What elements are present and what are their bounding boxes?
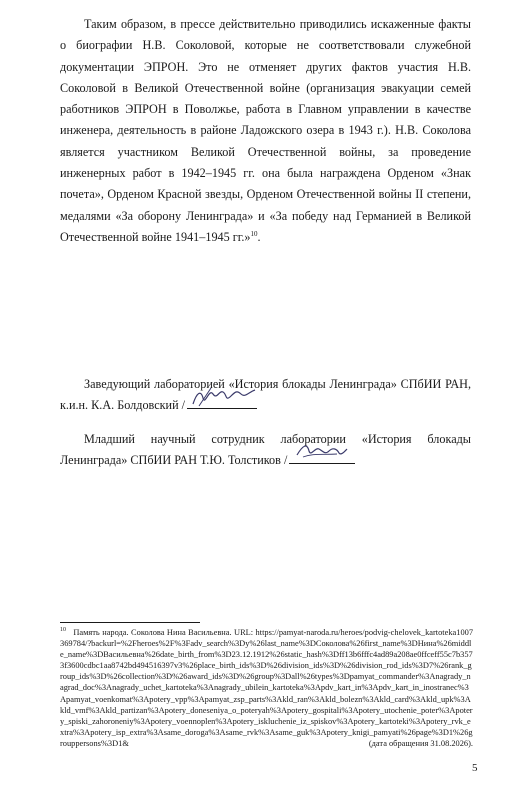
footnote [60, 627, 473, 749]
footnote-text: Память народа. Соколова Нина Васильевна. URL: https://pamyat-naroda.ru/heroes/podvig-chelovek_kartoteka1007369784/?backurl=%2Fheroes%2F%3Fadv_search%3Dy%26last_name%3DСоколова%26first_name%3DНина%26middle_name%3DВасильевна%26date_birth_from%3D23.12.1912%26static_hash%3Dff13b6fffc4ad89a208ae0ffceff55c7b3573f3600cdbc1aa8742bd494516397v3%26place_birth_ids%3D%26division_ids%3D%26division_rod_ids%3D7%26rank_group_ids%3D%26collection%3D%26award_ids%3D%26group%3Dall%26types%3Dpamyat_commander%3Anagrady_nagrad_doc%3Anagrady_uchet_kartoteka%3Anagrady_ubilein_kartoteka%3Apdv_kart_in%3Apdv_kart_in_inostranec%3Apamyat_voenkomat%3Apotery_vpp%3Apamyat_zsp_parts%3Akld_ran%3Akld_bolezn%3Akld_card%3Akld_upk%3Akld_vmf%3Akld_partizan%3Apotery_doneseniya_o_poteryah%3Apotery_gospitali%3Apotery_utochenie_poter%3Apotery_spiski_zahoroneniy%3Apotery_voennoplen%3Apotery_iskluchenie_iz_spiskov%3Apotery_kartoteki%3Apotery_rvk_extra%3Apotery_isp_extra%3Asame_doroga%3Asame_rvk%3Asame_guk%3Apotery_knigi_pamyati%26page%3D1%26grouppersons%3D1& [60, 628, 474, 748]
signature-junior-researcher [60, 429, 471, 472]
handwritten-signature-boldovsky [187, 396, 257, 409]
footnote-reference[interactable]: 10 [250, 229, 258, 238]
paragraph-end: . [257, 229, 261, 244]
footnote-separator [60, 622, 200, 623]
footnote-number: 10 [60, 627, 66, 634]
handwritten-signature-tolstikov [289, 451, 355, 464]
footnote-access-date: (дата обращения 31.08.2026). [368, 738, 473, 748]
main-paragraph [60, 14, 471, 248]
signature-head-of-lab [60, 374, 471, 417]
signature-head-of-lab-text: Заведующий лабораторией «История блокады Ленинграда» СПбИИ РАН, к.и.н. К.А. Болдовский / [60, 377, 471, 413]
signature-junior-researcher-text: Младший научный сотрудник лаборатории «История блокады Ленинграда» СПбИИ РАН Т.Ю. Толстиков / [60, 432, 471, 468]
main-paragraph-text: Таким образом, в прессе действительно приводились искаженные факты о биографии Н.В. Соколовой, которые не соответствовали служебной документации ЭПРОН. Это не отменяет других фактов участия Н.В. Соколовой в Великой Отечественной войне (организация эвакуации семей работников ЭПРОН в Поволжье, работа в Главном управлении в качестве инженера, деятельность в районе Ладожского озера в 1943 г.). Н.В. Соколова является участником Великой Отечественной войны, за проведение инженерных работ в 1942–1945 гг. она была награждена Орденом «Знак почета», Орденом Красной звезды, Орденом Отечественной войны II степени, медалями «За оборону Ленинграда» и «За победу над Германией в Великой Отечественной войне 1941–1945 гг.» [60, 17, 471, 244]
page-number: 5 [472, 762, 478, 774]
